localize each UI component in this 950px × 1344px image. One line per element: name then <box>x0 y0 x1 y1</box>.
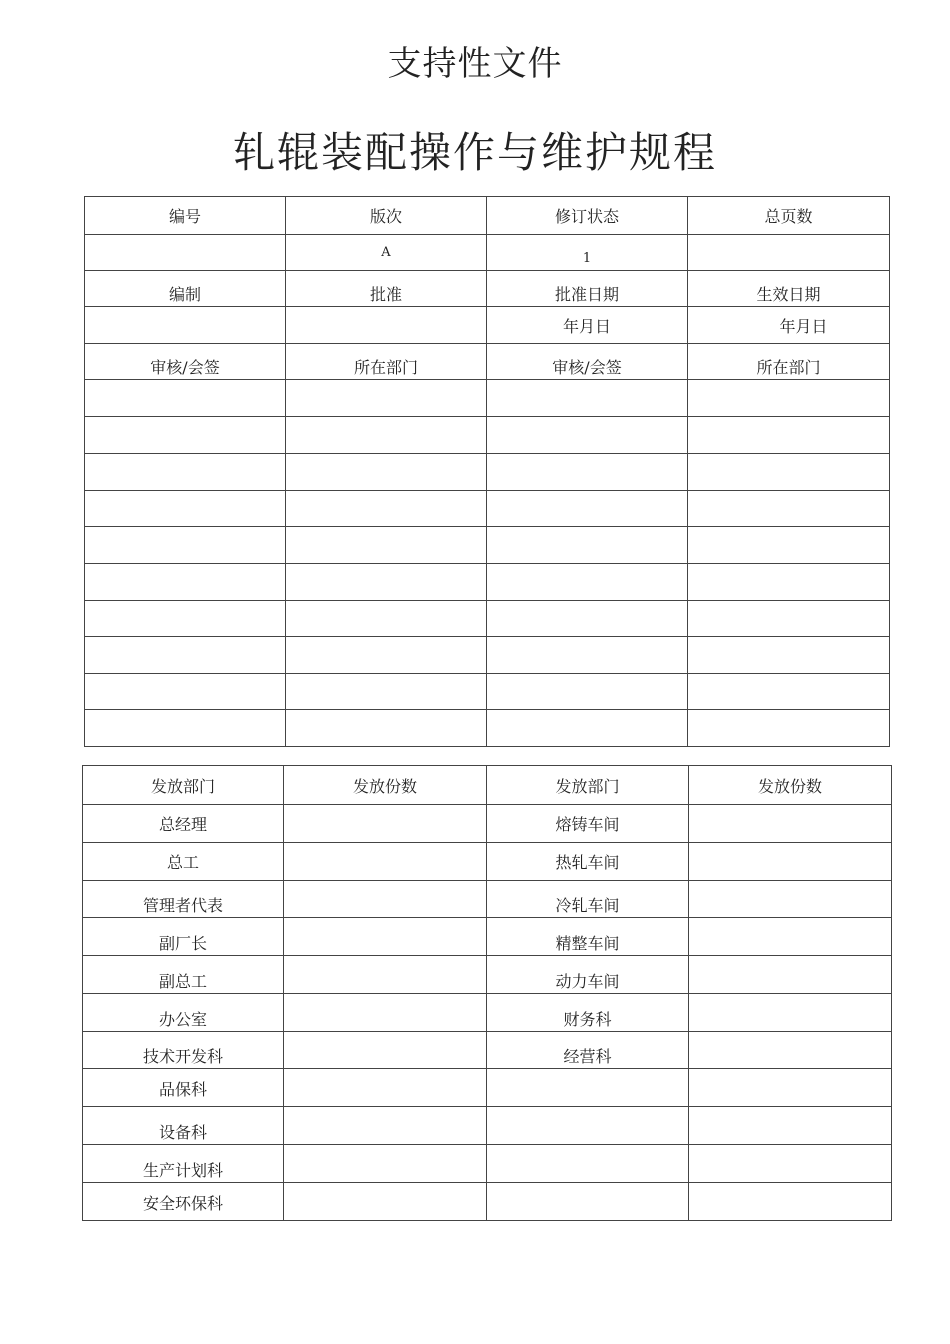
department-name <box>487 1107 689 1145</box>
value-revision-status: 1 <box>487 235 688 271</box>
copies-value <box>689 1032 892 1069</box>
copies-value <box>689 805 892 843</box>
header-effective-date: 生效日期 <box>688 271 890 307</box>
review-header-row <box>85 344 890 380</box>
review-row <box>85 380 890 417</box>
department-name: 热轧车间 <box>487 843 689 881</box>
department-name: 生产计划科 <box>83 1145 284 1183</box>
value-doc-number <box>85 235 286 271</box>
header-approval-date: 批准日期 <box>487 271 688 307</box>
department-name: 管理者代表 <box>83 881 284 918</box>
info-value-row <box>85 235 890 271</box>
review-row <box>85 710 890 747</box>
copies-value <box>689 843 892 881</box>
review-row <box>85 454 890 491</box>
header-review-signoff: 审核/会签 <box>487 344 688 380</box>
review-row <box>85 637 890 674</box>
copies-value <box>284 994 487 1032</box>
distribution-row <box>83 994 892 1032</box>
info-header-row <box>85 197 890 235</box>
review-row <box>85 491 890 527</box>
value-edition: A <box>286 235 487 271</box>
distribution-row <box>83 1145 892 1183</box>
copies-value <box>689 881 892 918</box>
copies-value <box>284 1107 487 1145</box>
review-row <box>85 527 890 564</box>
department-name: 技术开发科 <box>83 1032 284 1069</box>
copies-value <box>689 1145 892 1183</box>
document-info-table <box>84 196 890 747</box>
approval-header-row <box>85 271 890 307</box>
copies-value <box>689 1069 892 1107</box>
document-title: 轧辊装配操作与维护规程 <box>232 128 717 177</box>
department-name <box>487 1183 689 1221</box>
header-issue-department: 发放部门 <box>487 766 689 805</box>
header-issue-department: 发放部门 <box>83 766 284 805</box>
department-name: 总经理 <box>83 805 284 843</box>
distribution-row <box>83 956 892 994</box>
header-issue-copies: 发放份数 <box>689 766 892 805</box>
department-name: 品保科 <box>83 1069 284 1107</box>
header-approved-by: 批准 <box>286 271 487 307</box>
copies-value <box>284 1032 487 1069</box>
department-name: 熔铸车间 <box>487 805 689 843</box>
department-name: 副厂长 <box>83 918 284 956</box>
copies-value <box>689 994 892 1032</box>
header-department: 所在部门 <box>688 344 890 380</box>
department-name: 安全环保科 <box>83 1183 284 1221</box>
department-name: 副总工 <box>83 956 284 994</box>
header-compiled-by: 编制 <box>85 271 286 307</box>
copies-value <box>284 805 487 843</box>
distribution-header-row <box>83 766 892 805</box>
header-edition: 版次 <box>286 197 487 235</box>
copies-value <box>284 1145 487 1183</box>
department-name <box>487 1069 689 1107</box>
distribution-row <box>83 805 892 843</box>
department-name: 总工 <box>83 843 284 881</box>
value-approval-date: 年月日 <box>487 307 688 344</box>
copies-value <box>689 1183 892 1221</box>
distribution-row <box>83 918 892 956</box>
approval-value-row <box>85 307 890 344</box>
value-compiled-by <box>85 307 286 344</box>
department-name <box>487 1145 689 1183</box>
copies-value <box>284 956 487 994</box>
value-effective-date: 年月日 <box>688 307 890 344</box>
header-department: 所在部门 <box>286 344 487 380</box>
header-doc-number: 编号 <box>85 197 286 235</box>
department-name: 经营科 <box>487 1032 689 1069</box>
copies-value <box>284 1069 487 1107</box>
header-revision-status: 修订状态 <box>487 197 688 235</box>
review-row <box>85 674 890 710</box>
copies-value <box>284 1183 487 1221</box>
document-type-label: 支持性文件 <box>387 44 563 84</box>
copies-value <box>284 843 487 881</box>
copies-value <box>689 1107 892 1145</box>
department-name: 精整车间 <box>487 918 689 956</box>
copies-value <box>284 918 487 956</box>
distribution-row <box>83 1183 892 1221</box>
review-row <box>85 417 890 454</box>
department-name: 财务科 <box>487 994 689 1032</box>
value-approved-by <box>286 307 487 344</box>
department-name: 冷轧车间 <box>487 881 689 918</box>
distribution-row <box>83 1032 892 1069</box>
copies-value <box>689 918 892 956</box>
header-issue-copies: 发放份数 <box>284 766 487 805</box>
department-name: 办公室 <box>83 994 284 1032</box>
header-total-pages: 总页数 <box>688 197 890 235</box>
department-name: 动力车间 <box>487 956 689 994</box>
review-row <box>85 564 890 601</box>
distribution-row <box>83 1069 892 1107</box>
distribution-table <box>82 765 892 1221</box>
copies-value <box>284 881 487 918</box>
distribution-row <box>83 1107 892 1145</box>
distribution-row <box>83 881 892 918</box>
header-review-signoff: 审核/会签 <box>85 344 286 380</box>
copies-value <box>689 956 892 994</box>
distribution-row <box>83 843 892 881</box>
department-name: 设备科 <box>83 1107 284 1145</box>
value-total-pages <box>688 235 890 271</box>
review-row <box>85 601 890 637</box>
